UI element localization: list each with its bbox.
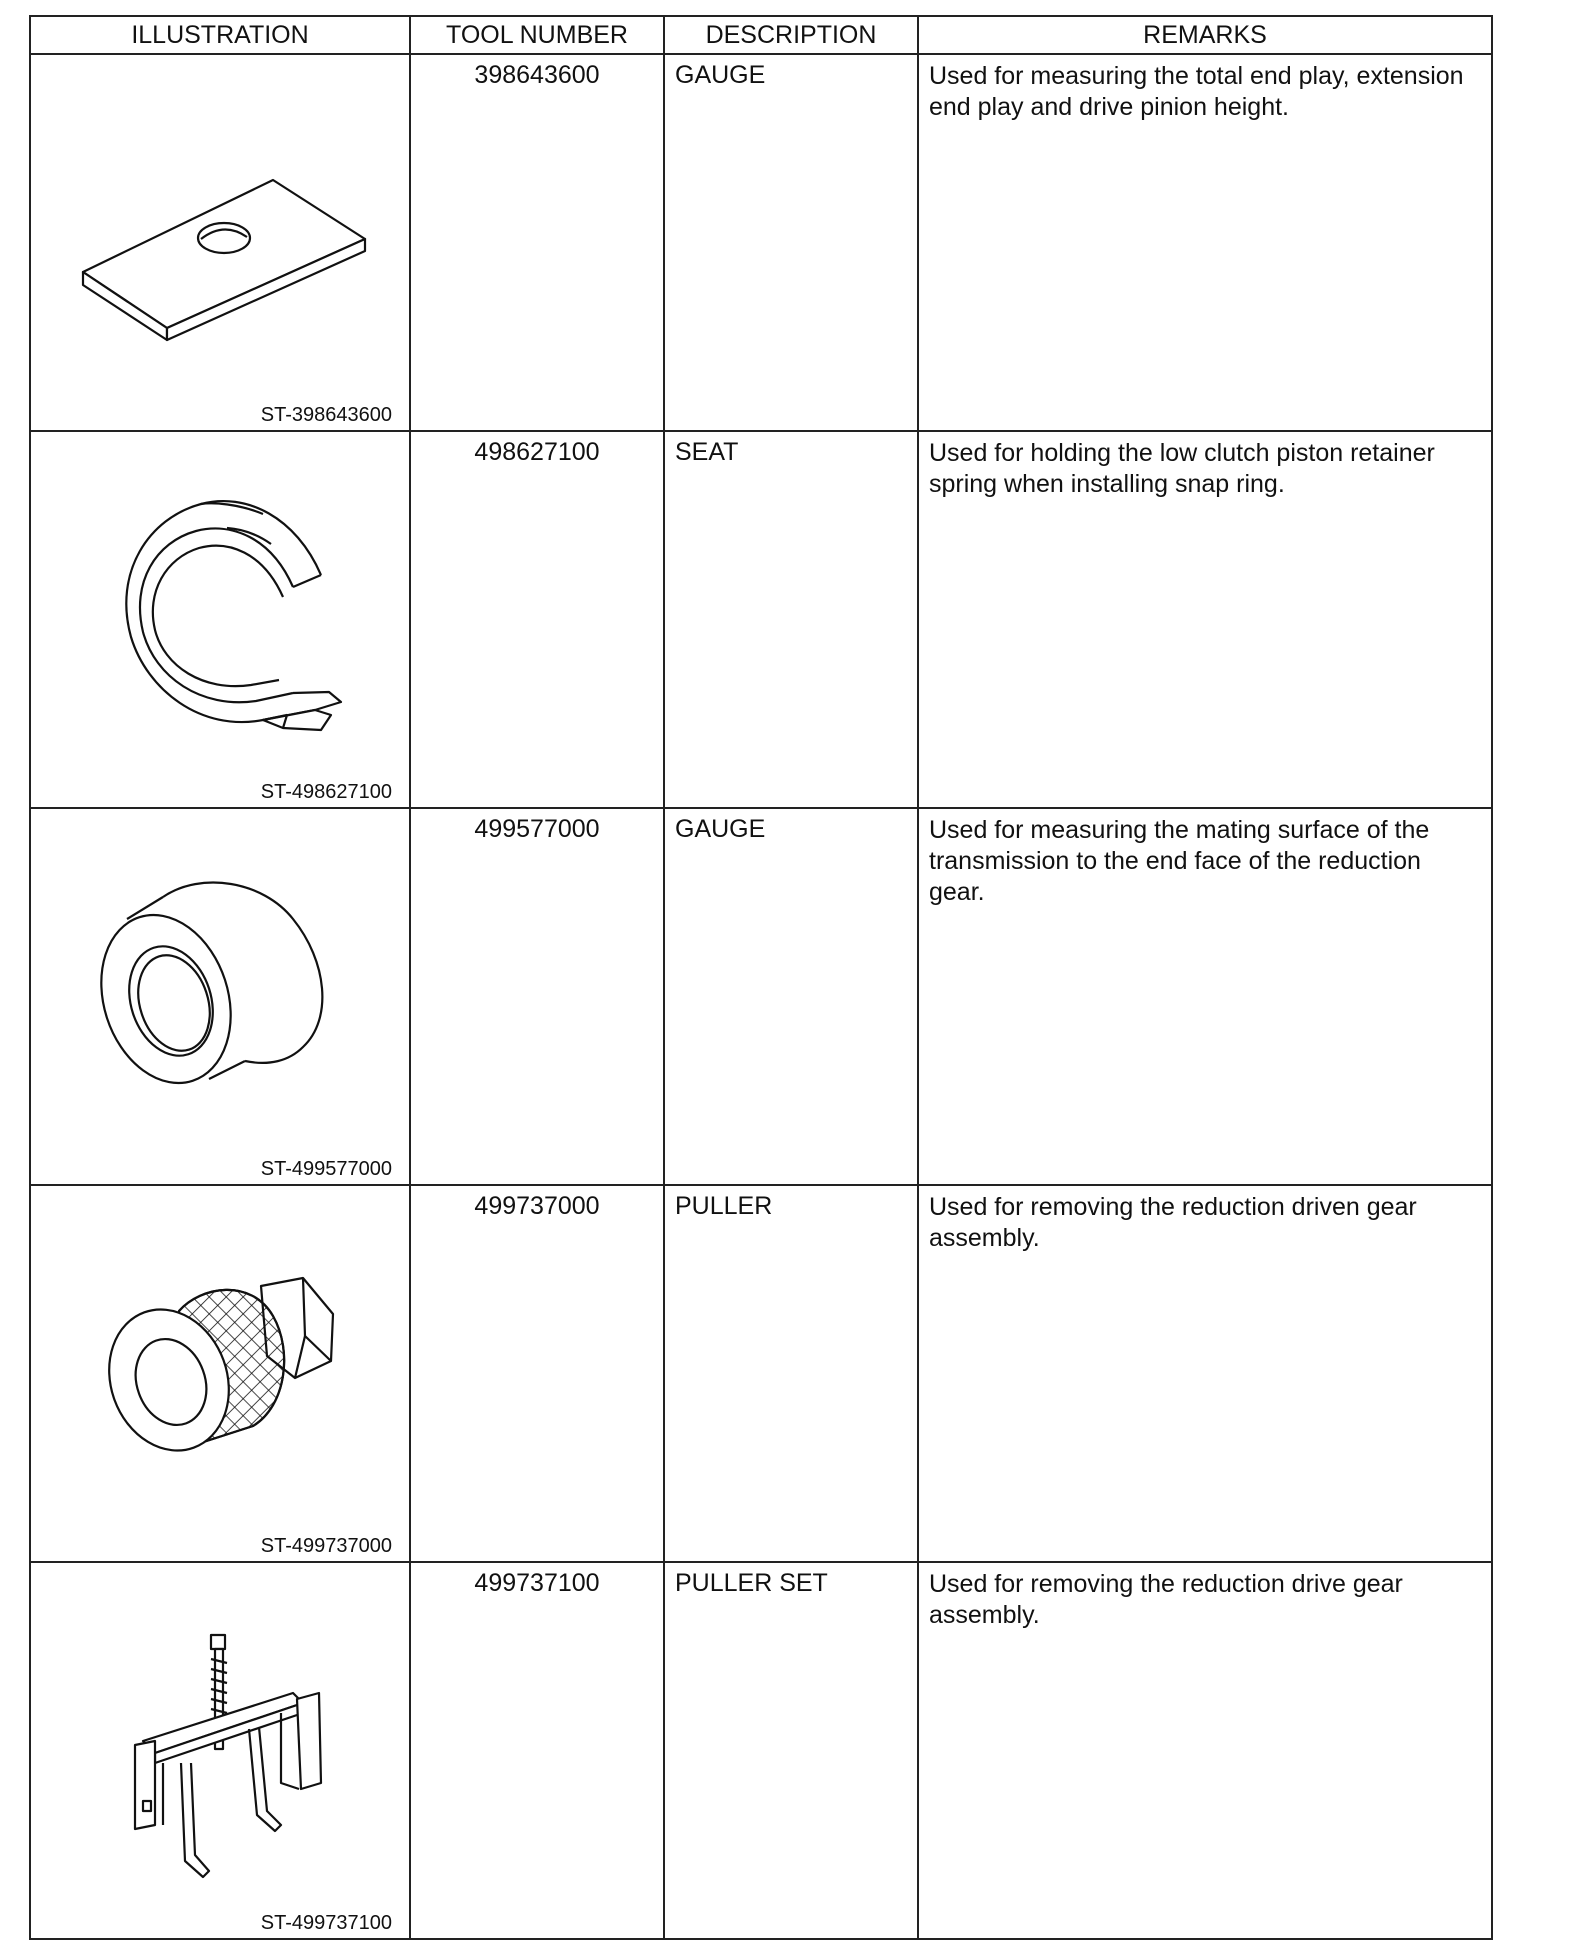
header-illustration: ILLUSTRATION <box>30 16 410 54</box>
header-tool-number: TOOL NUMBER <box>410 16 664 54</box>
tool-number-cell: 398643600 <box>410 54 664 431</box>
tool-number-cell: 499577000 <box>410 808 664 1185</box>
seat-ring-icon <box>31 432 411 801</box>
table-row <box>30 54 1492 431</box>
image-code-label: ST-499577000 <box>260 1158 392 1180</box>
remarks-cell: Used for holding the low clutch piston retainer spring when installing snap ring. <box>918 431 1492 808</box>
image-code-label: ST-499737000 <box>260 1535 392 1557</box>
header-remarks: REMARKS <box>918 16 1492 54</box>
header-row <box>30 16 1492 54</box>
remarks-cell: Used for removing the reduction driven gear assembly. <box>918 1185 1492 1562</box>
description-cell: GAUGE <box>664 808 918 1185</box>
table-row <box>30 1562 1492 1939</box>
gauge-plate-icon <box>31 55 411 424</box>
illustration-cell <box>30 1562 410 1939</box>
illustration-cell <box>30 54 410 431</box>
tool-number-cell: 499737000 <box>410 1185 664 1562</box>
table-row <box>30 808 1492 1185</box>
table-row <box>30 1185 1492 1562</box>
table-row <box>30 431 1492 808</box>
tool-number-cell: 498627100 <box>410 431 664 808</box>
description-cell: PULLER SET <box>664 1562 918 1939</box>
gauge-cylinder-icon <box>31 809 411 1178</box>
image-code-label: ST-499737100 <box>260 1912 392 1934</box>
illustration-cell <box>30 431 410 808</box>
illustration-cell <box>30 1185 410 1562</box>
remarks-cell: Used for removing the reduction drive gear assembly. <box>918 1562 1492 1939</box>
image-code-label: ST-498627100 <box>260 781 392 803</box>
remarks-cell: Used for measuring the total end play, extension end play and drive pinion height. <box>918 54 1492 431</box>
puller-icon <box>31 1186 411 1555</box>
puller-set-icon <box>31 1563 411 1932</box>
header-description: DESCRIPTION <box>664 16 918 54</box>
illustration-cell <box>30 808 410 1185</box>
tool-number-cell: 499737100 <box>410 1562 664 1939</box>
remarks-cell: Used for measuring the mating surface of the transmission to the end face of the reduction gear. <box>918 808 1492 1185</box>
special-tools-table <box>29 15 1493 1940</box>
description-cell: SEAT <box>664 431 918 808</box>
description-cell: PULLER <box>664 1185 918 1562</box>
image-code-label: ST-398643600 <box>260 404 392 426</box>
description-cell: GAUGE <box>664 54 918 431</box>
